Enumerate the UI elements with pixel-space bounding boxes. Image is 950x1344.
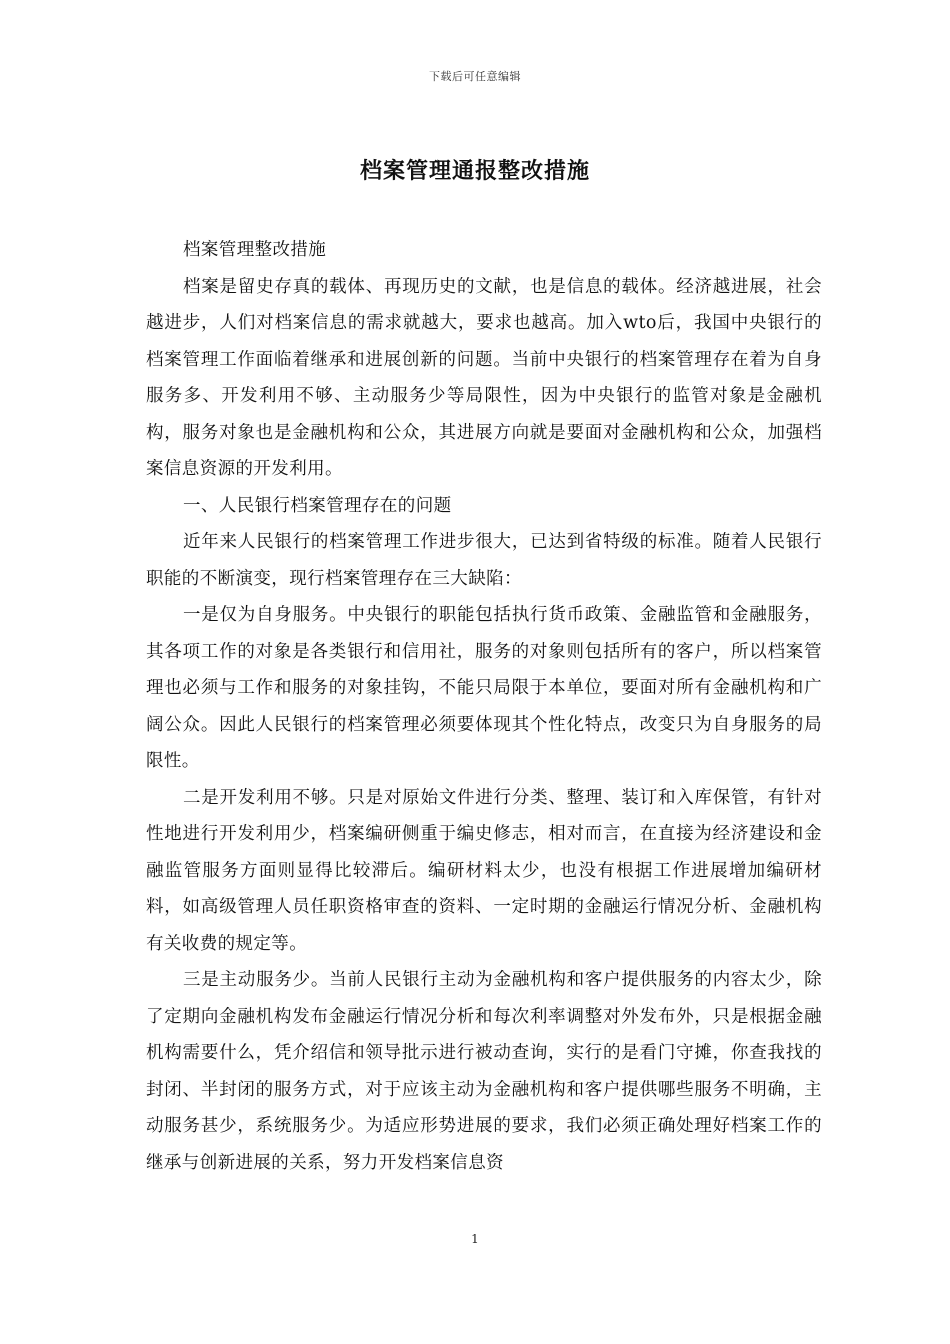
page-number: 1: [471, 1232, 479, 1246]
document-body: [146, 232, 822, 1181]
document-title: 档案管理通报整改措施: [359, 158, 590, 184]
paragraph-point-one: 一是仅为自身服务。中央银行的职能包括执行货币政策、金融监管和金融服务，其各项工作的对象是各类银行和信用社，服务的对象则包括所有的客户，所以档案管理也必须与工作和服务的对象挂钩，不能只局限于本单位，要面对所有金融机构和广阔公众。因此人民银行的档案管理必须要体现其个性化特点，改变只为自身服务的局限性。: [146, 605, 822, 771]
header-note: 下载后可任意编辑: [429, 70, 521, 83]
paragraph-point-two: 二是开发利用不够。只是对原始文件进行分类、整理、装订和入库保管，有针对性地进行开发利用少，档案编研侧重于编史修志，相对而言，在直接为经济建设和金融监管服务方面则显得比较滞后。编研材料太少，也没有根据工作进展增加编研材料，如高级管理人员任职资格审查的资料、一定时期的金融运行情况分析、金融机构有关收费的规定等。: [146, 787, 822, 954]
paragraph-point-three: 三是主动服务少。当前人民银行主动为金融机构和客户提供服务的内容太少，除了定期向金融机构发布金融运行情况分析和每次利率调整对外发布外，只是根据金融机构需要什么，凭介绍信和领导批示进行被动查询，实行的是看门守摊，你查我找的封闭、半封闭的服务方式，对于应该主动为金融机构和客户提供哪些服务不明确，主动服务甚少，系统服务少。为适应形势进展的要求，我们必须正确处理好档案工作的继承与创新进展的关系，努力开发档案信息资: [146, 970, 822, 1173]
paragraph-overview: 近年来人民银行的档案管理工作进步很大，已达到省特级的标准。随着人民银行职能的不断演变，现行档案管理存在三大缺陷：: [146, 532, 822, 589]
paragraph-subtitle: 档案管理整改措施: [183, 240, 327, 260]
section-heading: 一、人民银行档案管理存在的问题: [183, 495, 452, 516]
paragraph-intro: 档案是留史存真的载体、再现历史的文献，也是信息的载体。经济越进展，社会越进步，人们对档案信息的需求就越大，要求也越高。加入wto后，我国中央银行的档案管理工作面临着继承和进展创新的问题。当前中央银行的档案管理存在着为自身服务多、开发利用不够、主动服务少等局限性，因为中央银行的监管对象是金融机构，服务对象也是金融机构和公众，其进展方向就是要面对金融机构和公众，加强档案信息资源的开发利用。: [146, 276, 822, 479]
